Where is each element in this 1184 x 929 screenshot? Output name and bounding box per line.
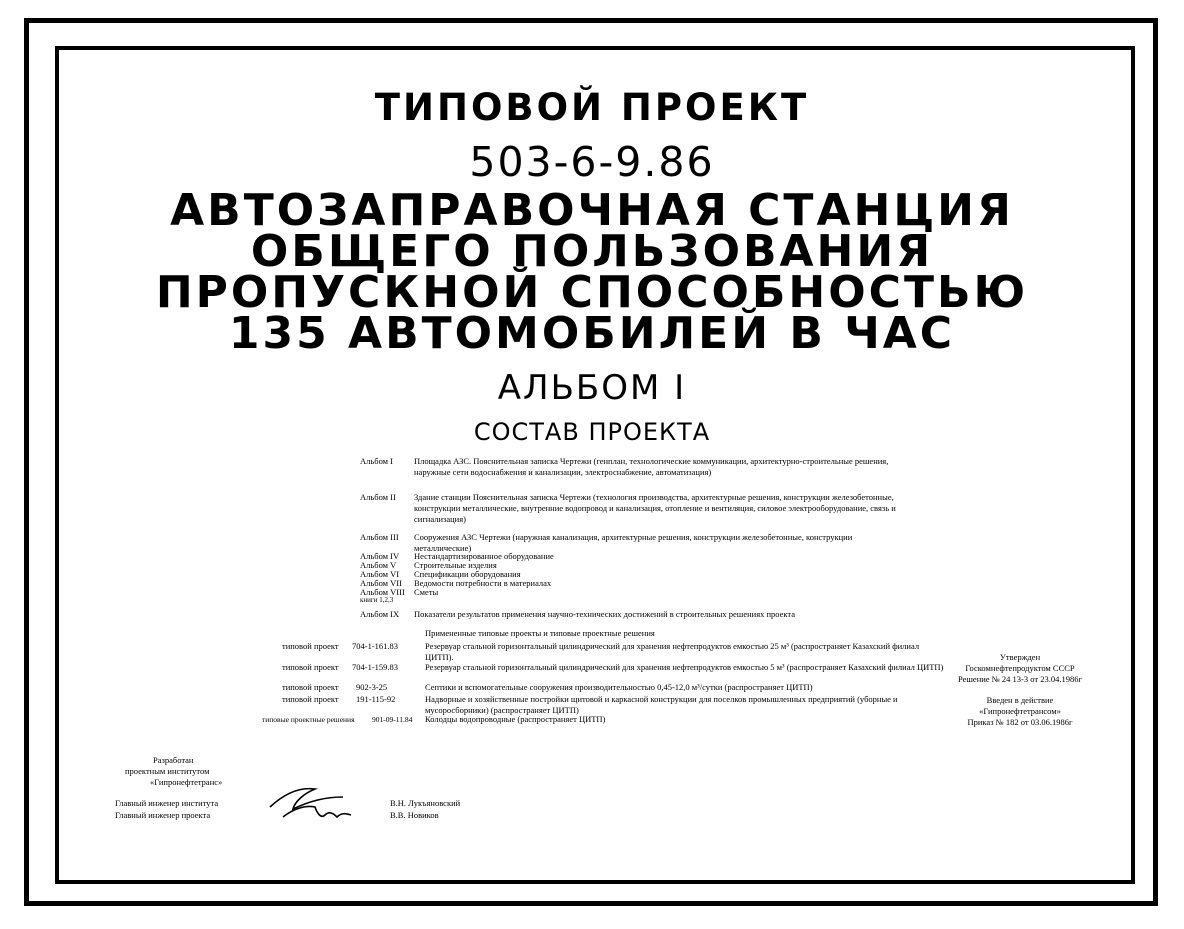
ref-label: типовой проект [282, 641, 339, 651]
composition-heading: СОСТАВ ПРОЕКТА [473, 418, 711, 446]
album-text: Ведомости потребности в материалах [414, 578, 552, 588]
approval-line: Решение № 24 13-3 от 23.04.1986г [958, 674, 1082, 684]
applied-title: Примененные типовые проекты и типовые проектные решения [425, 628, 655, 638]
album-label: Альбом I [360, 456, 394, 466]
developer-line: проектным институтом [125, 766, 210, 776]
approval-line: Утвержден [999, 652, 1041, 662]
approval-line: «Гипронефтетрансом» [979, 706, 1061, 716]
developer-line: «Гипронефтетранс» [150, 777, 223, 787]
ref-number: 901-09-11.84 [372, 715, 413, 724]
chief-engineer-name: В.Н. Лукъяновский [390, 798, 461, 808]
chief-engineer-label: Главный инженер института [115, 798, 219, 808]
ref-number: 704-1-161.83 [352, 641, 399, 651]
ref-text: Резервуар стальной горизонтальный цилиндрический для хранения нефтепродуктов емкостью 25 м³ (распространяет Казахский филиал ЦИТП). [425, 641, 920, 662]
ref-text: Колодцы водопроводные (распространяет ЦИТП) [425, 714, 606, 724]
album-label: Альбом VII [360, 578, 402, 588]
album-label: Альбом VIII [360, 587, 405, 597]
ref-label: типовой проект [282, 682, 339, 692]
signature-1-icon [265, 783, 355, 825]
album-text: Нестандартизированное оборудование [414, 551, 554, 561]
album-label: Альбом IV [360, 551, 400, 561]
album-label: Альбом III [360, 532, 399, 542]
album-text: Сооружения АЗС Чертежи (наружная канализация, архитектурные решения, конструкции железобетонные, конструкции металлические) [414, 532, 853, 553]
album-label: Альбом VI [360, 569, 400, 579]
ref-number: 191-115-92 [356, 694, 396, 704]
album-text: Строительные изделия [414, 560, 497, 570]
ref-label: типовой проект [282, 662, 339, 672]
album-text: Здание станции Пояснительная записка Чертежи (технология производства, архитектурные решения, конструкции железобетонные, конструкции металлические, внутренние водопровод и канализация, отопление и вентиляция, силовое электрооборудование, связь и сигнализация) [414, 492, 896, 524]
album-text: Сметы [414, 587, 439, 597]
title-line-2: ОБЩЕГО ПОЛЬЗОВАНИЯ [250, 226, 934, 277]
doc-type: ТИПОВОЙ ПРОЕКТ [374, 86, 810, 129]
album-title: АЛЬБОМ I [497, 368, 687, 408]
title-line-1: АВТОЗАПРАВОЧНАЯ СТАНЦИЯ [170, 185, 1014, 236]
album-label: Альбом II [360, 492, 396, 502]
album-text: Площадка АЗС. Пояснительная записка Чертежи (генплан, технологические коммуникации, архитектурно-строительные решения, наружные сети водоснабжения и канализации, электроснабжение, автоматизация) [414, 456, 889, 477]
album-books: книги 1,2,3 [360, 596, 394, 604]
approval-line: Приказ № 182 от 03.06.1986г [967, 717, 1073, 727]
ref-text: Резервуар стальной горизонтальный цилиндрический для хранения нефтепродуктов емкостью 5 м³ (распространяет Казахский филиал ЦИТП) [425, 662, 944, 672]
album-label: Альбом IX [360, 609, 400, 619]
developer-line: Разработан [153, 755, 194, 765]
project-number: 503-6-9.86 [469, 138, 715, 186]
ref-number: 902-3-25 [356, 682, 388, 692]
title-line-4: 135 АВТОМОБИЛЕЙ В ЧАС [228, 308, 956, 359]
album-text: Спецификации оборудования [414, 569, 521, 579]
chief-project-name: В.В. Новиков [390, 810, 439, 820]
album-text: Показатели результатов применения научно-технических достижений в строительных решениях проекта [414, 609, 796, 619]
approval-line: Введен в действие [986, 695, 1054, 705]
album-label: Альбом V [360, 560, 397, 570]
chief-project-label: Главный инженер проекта [115, 810, 211, 820]
ref-text: Септики и вспомогательные сооружения производительностью 0,45-12,0 м³/сутки (распространяет ЦИТП) [425, 682, 813, 692]
ref-label: типовой проект [282, 694, 339, 704]
title-line-3: ПРОПУСКНОЙ СПОСОБНОСТЬЮ [155, 267, 1029, 318]
ref-label: типовые проектные решения [262, 715, 355, 724]
ref-text: Надворные и хозяйственные постройки щитовой и каркасной конструкции для поселков промышленных предприятий (уборные и мусоросборники) (распространяет ЦИТП) [425, 694, 898, 715]
ref-number: 704-1-159.83 [352, 662, 399, 672]
approval-line: Госкомнефтепродуктом СССР [965, 663, 1075, 673]
